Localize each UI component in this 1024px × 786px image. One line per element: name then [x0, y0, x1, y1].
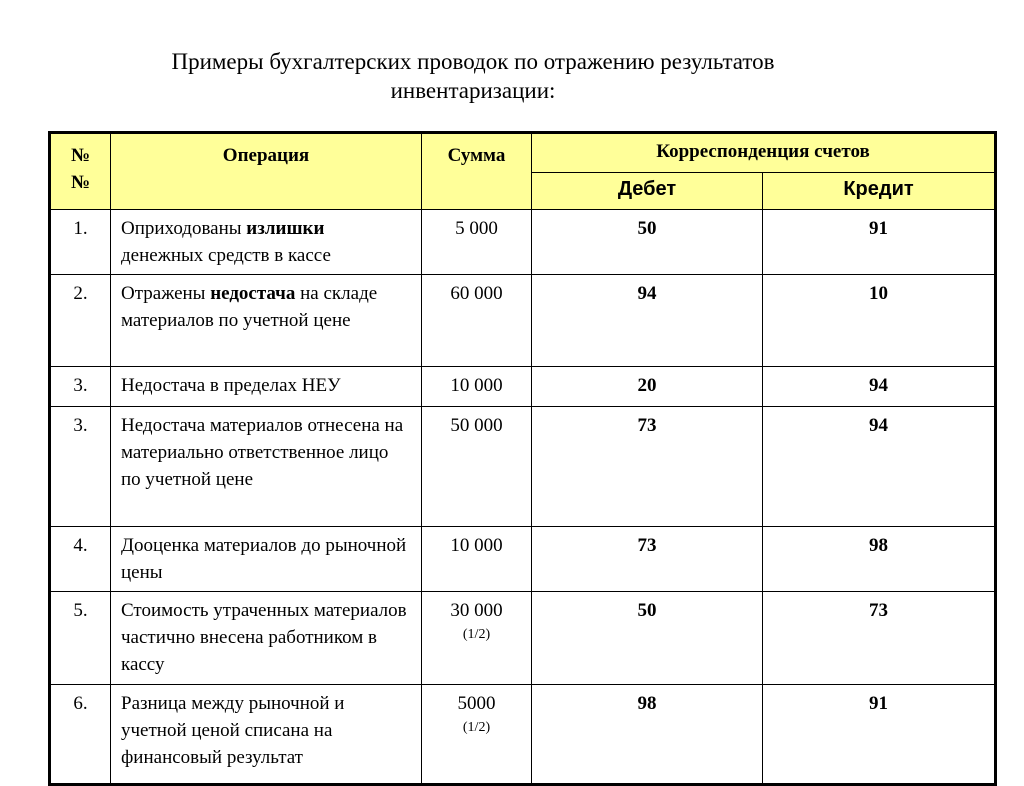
row-debit: 50 — [532, 592, 763, 685]
row-operation: Дооценка материалов до рыночной цены — [111, 527, 422, 592]
row-operation: Недостача материалов отнесена на материально ответственное лицо по учетной цене — [111, 407, 422, 527]
header-row — [50, 133, 996, 173]
row-debit: 50 — [532, 210, 763, 275]
row-credit: 73 — [763, 592, 996, 685]
row-operation: Отражены недостача на складе материалов по учетной цене — [111, 275, 422, 367]
document-title — [0, 47, 946, 105]
header-num — [50, 133, 111, 210]
row-credit: 94 — [763, 367, 996, 407]
header-correspondence: Корреспонденция счетов — [532, 133, 996, 173]
row-operation: Стоимость утраченных материалов частично внесена работником в кассу — [111, 592, 422, 685]
header-credit: Кредит — [763, 173, 996, 210]
row-credit: 98 — [763, 527, 996, 592]
row-sum: 10 000 — [422, 527, 532, 592]
title-line-1: Примеры бухгалтерских проводок по отражению результатов — [171, 49, 775, 74]
row-credit: 94 — [763, 407, 996, 527]
row-num: 3. — [50, 367, 111, 407]
table-row — [50, 592, 996, 685]
row-num: 2. — [50, 275, 111, 367]
header-sum: Сумма — [422, 133, 532, 210]
row-credit: 91 — [763, 685, 996, 785]
row-operation: Разница между рыночной и учетной ценой списана на финансовый результат — [111, 685, 422, 785]
table-row — [50, 685, 996, 785]
entries-table — [48, 131, 997, 786]
row-sum: 5000 (1/2) — [422, 685, 532, 785]
row-credit: 10 — [763, 275, 996, 367]
row-num: 3. — [50, 407, 111, 527]
row-debit: 94 — [532, 275, 763, 367]
table-row — [50, 275, 996, 367]
row-debit: 73 — [532, 527, 763, 592]
row-credit: 91 — [763, 210, 996, 275]
row-debit: 73 — [532, 407, 763, 527]
row-sum: 30 000 (1/2) — [422, 592, 532, 685]
header-operation: Операция — [111, 133, 422, 210]
table-row — [50, 210, 996, 275]
row-debit: 98 — [532, 685, 763, 785]
row-operation: Недостача в пределах НЕУ — [111, 367, 422, 407]
row-operation: Оприходованы излишки денежных средств в кассе — [111, 210, 422, 275]
row-sum: 60 000 — [422, 275, 532, 367]
row-num: 4. — [50, 527, 111, 592]
row-num: 5. — [50, 592, 111, 685]
header-num-line-1: № — [70, 145, 91, 166]
table-row — [50, 367, 996, 407]
table-body — [50, 210, 996, 785]
row-sum: 50 000 — [422, 407, 532, 527]
header-debit: Дебет — [532, 173, 763, 210]
row-sum: 5 000 — [422, 210, 532, 275]
title-line-2: инвентаризации: — [390, 78, 556, 103]
row-sum: 10 000 — [422, 367, 532, 407]
header-num-line-2: № — [70, 172, 91, 193]
table-row — [50, 407, 996, 527]
row-debit: 20 — [532, 367, 763, 407]
row-num: 1. — [50, 210, 111, 275]
row-num: 6. — [50, 685, 111, 785]
table-row — [50, 527, 996, 592]
